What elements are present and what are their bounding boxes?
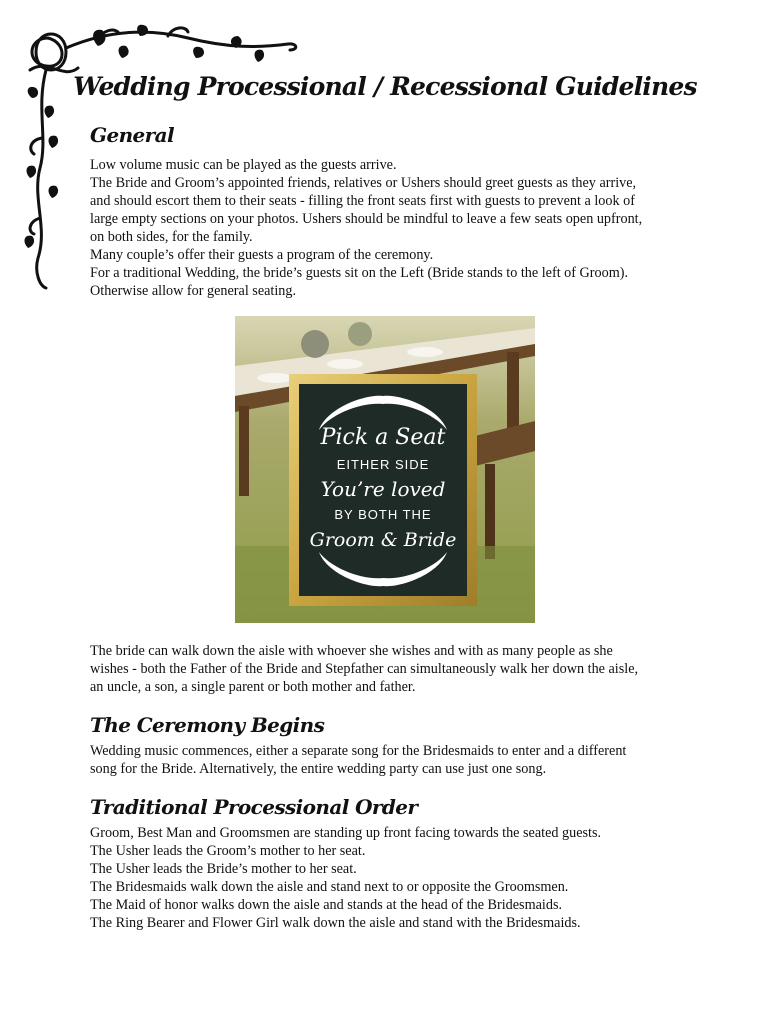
text-line: on both sides, for the family. bbox=[90, 229, 253, 245]
sign-line-2: EITHER SIDE bbox=[336, 457, 430, 472]
text-line: Low volume music can be played as the guests arrive. bbox=[90, 157, 397, 173]
text-line: For a traditional Wedding, the bride’s guests sit on the Left (Bride stands to the left of Groom). bbox=[90, 265, 629, 281]
text-line: Otherwise allow for general seating. bbox=[90, 283, 297, 299]
text-line: wishes - both the Father of the Bride and Stepfather can simultaneously walk her down the aisle, bbox=[90, 661, 639, 677]
text-line: and should escort them to their seats - filling the front seats first with guests to prevent a look of bbox=[90, 193, 635, 209]
text-line: Many couple’s offer their guests a program of the ceremony. bbox=[90, 247, 434, 263]
text-line: The Bridesmaids walk down the aisle and stand next to or opposite the Groomsmen. bbox=[90, 879, 569, 895]
text-line: The Usher leads the Groom’s mother to her seat. bbox=[90, 843, 366, 859]
text-line: The Usher leads the Bride’s mother to her seat. bbox=[90, 861, 357, 877]
text-line: The bride can walk down the aisle with whoever she wishes and with as many people as she bbox=[90, 643, 613, 659]
text-line: an uncle, a son, a single parent or both mother and father. bbox=[90, 679, 416, 695]
sign-line-4: BY BOTH THE bbox=[334, 507, 432, 522]
sign-line-1: Pick a Seat bbox=[320, 425, 446, 450]
section-heading-processional: Traditional Processional Order bbox=[90, 795, 418, 819]
text-line: The Bride and Groom’s appointed friends, relatives or Ushers should greet guests as they arrive, bbox=[90, 175, 637, 191]
sign-line-5: Groom & Bride bbox=[309, 529, 457, 551]
text-line: Groom, Best Man and Groomsmen are standing up front facing towards the seated guests. bbox=[90, 825, 602, 841]
escort-paragraph bbox=[90, 642, 690, 696]
section-heading-general: General bbox=[90, 123, 174, 147]
text-line: large empty sections on your photos. Ushers should be mindful to leave a few seats open upfront, bbox=[90, 211, 643, 227]
general-paragraph bbox=[90, 156, 690, 300]
text-line: The Ring Bearer and Flower Girl walk down the aisle and stand with the Bridesmaids. bbox=[90, 915, 581, 931]
section-heading-ceremony: The Ceremony Begins bbox=[90, 713, 325, 737]
sign-line-3: You’re loved bbox=[320, 477, 446, 501]
page-title: Wedding Processional / Recessional Guidelines bbox=[73, 72, 697, 101]
processional-list bbox=[90, 824, 690, 932]
ceremony-paragraph bbox=[90, 742, 690, 778]
text-line: The Maid of honor walks down the aisle and stands at the head of the Bridesmaids. bbox=[90, 897, 563, 913]
pick-a-seat-sign-photo bbox=[235, 316, 535, 623]
text-line: Wedding music commences, either a separate song for the Bridesmaids to enter and a different bbox=[90, 743, 627, 759]
text-line: song for the Bride. Alternatively, the entire wedding party can use just one song. bbox=[90, 761, 547, 777]
